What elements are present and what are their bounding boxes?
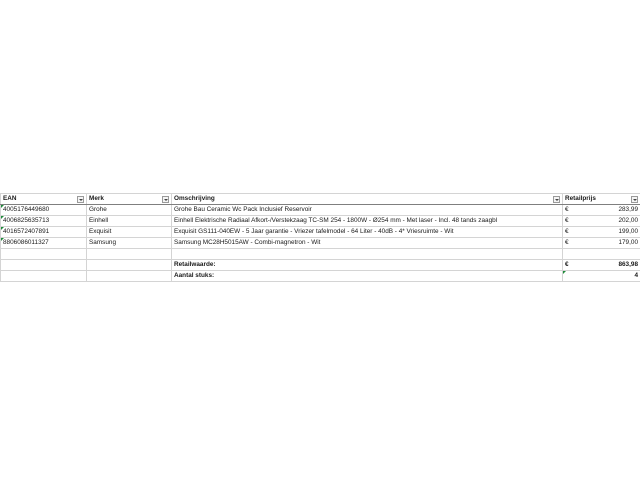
- filter-dropdown-icon[interactable]: [162, 196, 169, 203]
- currency-symbol: €: [565, 239, 569, 246]
- empty-cell[interactable]: [87, 260, 172, 271]
- cell-retailprijs[interactable]: [563, 238, 640, 249]
- table-row: [1, 205, 640, 216]
- empty-cell[interactable]: [172, 249, 563, 260]
- spreadsheet-table: [0, 193, 640, 282]
- header-label-merk: Merk: [89, 195, 104, 202]
- header-row: [1, 194, 640, 205]
- cell-omschrijving[interactable]: Einhell Elektrische Radiaal Afkort-/Verstekzaag TC-SM 254 - 1800W - Ø254 mm - Met laser - Incl. 48 tands zaagbl: [172, 216, 563, 227]
- retailwaarde-value-cell[interactable]: [563, 260, 640, 271]
- header-cell-omschrijving[interactable]: [172, 194, 563, 205]
- retailwaarde-label[interactable]: Retailwaarde:: [172, 260, 563, 271]
- filter-dropdown-icon[interactable]: [77, 196, 84, 203]
- price-value: 199,00: [618, 228, 638, 235]
- header-cell-retailprijs[interactable]: [563, 194, 640, 205]
- header-label-omschrijving: Omschrijving: [174, 195, 215, 202]
- cell-omschrijving[interactable]: Grohe Bau Ceramic Wc Pack Inclusief Reservoir: [172, 205, 563, 216]
- cell-omschrijving[interactable]: Exquisit GS111-040EW - 5 Jaar garantie - Vriezer tafelmodel - 64 Liter - 40dB - 4* Vriesruimte - Wit: [172, 227, 563, 238]
- filter-dropdown-icon[interactable]: [631, 196, 638, 203]
- empty-cell[interactable]: [87, 249, 172, 260]
- header-label-retailprijs: Retailprijs: [565, 195, 596, 202]
- cell-ean[interactable]: 4005176449680: [1, 205, 87, 216]
- cell-omschrijving[interactable]: Samsung MC28H5015AW - Combi-magnetron - Wit: [172, 238, 563, 249]
- empty-row: [1, 249, 640, 260]
- table-row: [1, 227, 640, 238]
- cell-ean[interactable]: 4006825635713: [1, 216, 87, 227]
- header-cell-merk[interactable]: [87, 194, 172, 205]
- empty-cell[interactable]: [1, 260, 87, 271]
- cell-merk[interactable]: Samsung: [87, 238, 172, 249]
- price-value: 179,00: [618, 239, 638, 246]
- summary-row-aantal: [1, 271, 640, 282]
- aantal-stuks-label[interactable]: Aantal stuks:: [172, 271, 563, 282]
- retailwaarde-value: 863,98: [618, 261, 638, 268]
- empty-cell[interactable]: [1, 271, 87, 282]
- empty-cell[interactable]: [563, 249, 640, 260]
- cell-merk[interactable]: Einhell: [87, 216, 172, 227]
- cell-retailprijs[interactable]: [563, 216, 640, 227]
- currency-symbol: €: [565, 261, 569, 268]
- filter-dropdown-icon[interactable]: [553, 196, 560, 203]
- currency-symbol: €: [565, 217, 569, 224]
- summary-row-retailwaarde: [1, 260, 640, 271]
- aantal-stuks-value[interactable]: 4: [563, 271, 640, 282]
- cell-merk[interactable]: Grohe: [87, 205, 172, 216]
- empty-cell[interactable]: [1, 249, 87, 260]
- cell-ean[interactable]: 8806086011327: [1, 238, 87, 249]
- cell-ean[interactable]: 4016572407891: [1, 227, 87, 238]
- header-cell-ean[interactable]: [1, 194, 87, 205]
- cell-retailprijs[interactable]: [563, 227, 640, 238]
- table-row: [1, 238, 640, 249]
- empty-cell[interactable]: [87, 271, 172, 282]
- currency-symbol: €: [565, 206, 569, 213]
- table-row: [1, 216, 640, 227]
- price-value: 202,00: [618, 217, 638, 224]
- cell-merk[interactable]: Exquisit: [87, 227, 172, 238]
- cell-retailprijs[interactable]: [563, 205, 640, 216]
- price-value: 283,99: [618, 206, 638, 213]
- currency-symbol: €: [565, 228, 569, 235]
- header-label-ean: EAN: [3, 195, 17, 202]
